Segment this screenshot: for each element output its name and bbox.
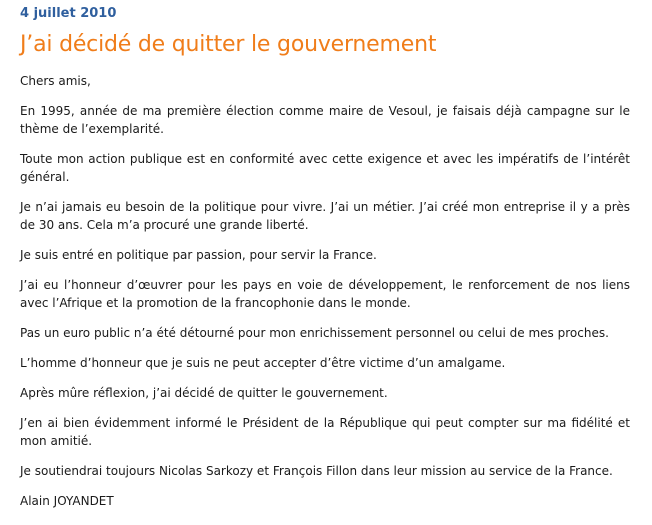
paragraph-profession: Je n’ai jamais eu besoin de la politique pour vivre. J’ai un métier. J’ai créé mon entreprise il y a près de 30 ans. Cela m’a procuré une grande liberté. [20,200,630,232]
paragraph-public-funds: Pas un euro public n’a été détourné pour mon enrichissement personnel ou celui de mes proches. [20,326,609,340]
paragraph-greeting: Chers amis, [20,74,91,88]
paragraph-president: J’en ai bien évidemment informé le Président de la République qui peut compter sur ma fidélité et mon amitié. [20,416,630,448]
paragraph-honour: L’homme d’honneur que je suis ne peut accepter d’être victime d’un amalgame. [20,356,506,370]
article-date: 4 juillet 2010 [20,6,117,21]
signature: Alain JOYANDET [20,494,114,508]
paragraph-development: J’ai eu l’honneur d’œuvrer pour les pays en voie de développement, le renforcement de nos liens avec l’Afrique et la promotion de la francophonie dans le monde. [20,278,630,310]
paragraph-1995-election: En 1995, année de ma première élection comme maire de Vesoul, je faisais déjà campagne sur le thème de l’exemplarité. [20,104,630,136]
paragraph-passion: Je suis entré en politique par passion, pour servir la France. [20,248,377,262]
article-title: J’ai décidé de quitter le gouvernement [20,32,437,57]
paragraph-support: Je soutiendrai toujours Nicolas Sarkozy et François Fillon dans leur mission au service de la France. [20,464,613,478]
article-body [20,72,630,510]
paragraph-decision: Après mûre réflexion, j’ai décidé de quitter le gouvernement. [20,386,388,400]
paragraph-public-action: Toute mon action publique est en conformité avec cette exigence et avec les impératifs de l’intérêt général. [20,152,630,184]
